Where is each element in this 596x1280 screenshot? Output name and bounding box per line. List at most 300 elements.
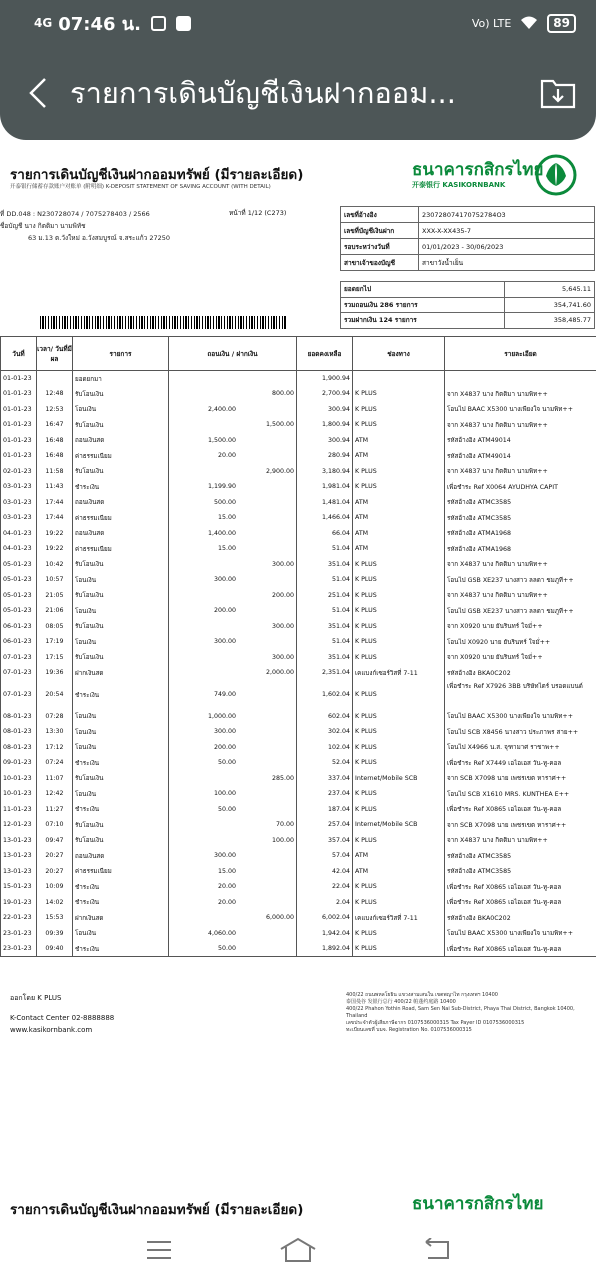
cell-channel: ATM — [353, 495, 445, 511]
cell-amount — [169, 464, 297, 480]
table-row — [1, 448, 596, 464]
cell-description: โอนเงิน — [73, 740, 169, 756]
cell-time: 20:27 — [37, 848, 73, 864]
cell-channel: K PLUS — [353, 603, 445, 619]
cell-description: โอนเงิน — [73, 402, 169, 418]
cell-detail: เพื่อชำระ Ref X0865 เอไอเอส วัน-ทู-คอล — [445, 802, 596, 818]
table-row — [1, 464, 596, 480]
cell-channel: K PLUS — [353, 386, 445, 402]
cell-channel: ATM — [353, 541, 445, 557]
cell-withdraw: 100.00 — [213, 790, 236, 798]
cell-time: 11:43 — [37, 479, 73, 495]
barcode — [40, 316, 286, 329]
table-row — [1, 479, 596, 495]
cell-balance: 300.94 — [297, 433, 353, 449]
cell-balance: 51.04 — [297, 603, 353, 619]
cell-time: 11:27 — [37, 802, 73, 818]
cell-amount — [169, 895, 297, 911]
cell-time: 11:07 — [37, 771, 73, 787]
cell-amount — [169, 541, 297, 557]
cell-time: 17:44 — [37, 510, 73, 526]
info-row — [341, 223, 595, 239]
bank-sub: 开泰银行 KASIKORNBANK — [412, 181, 506, 189]
cell-balance: 2,351.04 — [297, 665, 353, 681]
cell-date: 03-01-23 — [1, 510, 37, 526]
table-row — [1, 864, 596, 880]
summary-row — [341, 297, 595, 313]
cell-date: 05-01-23 — [1, 572, 37, 588]
cell-balance: 187.04 — [297, 802, 353, 818]
cell-withdraw: 50.00 — [217, 805, 236, 813]
cell-detail: โอนไป GSB XE237 นางสาว ลลดา ชมภูที++ — [445, 603, 596, 619]
cell-time: 12:53 — [37, 402, 73, 418]
table-row — [1, 634, 596, 650]
cell-date: 03-01-23 — [1, 495, 37, 511]
cell-amount — [169, 833, 297, 849]
cell-time: 12:42 — [37, 786, 73, 802]
cell-balance: 102.04 — [297, 740, 353, 756]
cell-detail: เพื่อชำระ Ref X7926 3BB บริษัทไตร์ บรอดแบนด์ — [445, 681, 596, 709]
cell-time: 09:47 — [37, 833, 73, 849]
cell-balance: 51.04 — [297, 541, 353, 557]
cell-balance: 1,481.04 — [297, 495, 353, 511]
cell-date: 01-01-23 — [1, 448, 37, 464]
account-info-table — [340, 206, 595, 271]
cell-description: รับโอนเงิน — [73, 833, 169, 849]
info-label: เลขที่บัญชีเงินฝาก — [341, 223, 419, 239]
cell-channel: K PLUS — [353, 417, 445, 433]
table-row — [1, 879, 596, 895]
cell-deposit: 2,000.00 — [265, 669, 294, 677]
cell-date: 06-01-23 — [1, 619, 37, 635]
cell-time: 20:54 — [37, 681, 73, 709]
cell-withdraw: 300.00 — [213, 728, 236, 736]
table-row — [1, 541, 596, 557]
cell-detail: รหัสอ้างอิง ATMA1968 — [445, 541, 596, 557]
navigation-bar — [0, 1220, 596, 1280]
cell-amount — [169, 786, 297, 802]
cell-balance: 2.04 — [297, 895, 353, 911]
cell-channel: K PLUS — [353, 681, 445, 709]
cell-time: 12:48 — [37, 386, 73, 402]
cell-description: รับโอนเงิน — [73, 557, 169, 573]
cell-balance: 1,800.94 — [297, 417, 353, 433]
cell-date: 07-01-23 — [1, 650, 37, 666]
cell-date: 23-01-23 — [1, 941, 37, 957]
cell-channel: K PLUS — [353, 786, 445, 802]
cell-deposit: 800.00 — [271, 390, 294, 398]
cell-time: 19:22 — [37, 541, 73, 557]
cell-amount — [169, 848, 297, 864]
cell-balance: 51.04 — [297, 634, 353, 650]
column-header: เวลา/ วันที่มีผล — [37, 337, 73, 371]
cell-balance: 2,700.94 — [297, 386, 353, 402]
cell-description: ชำระเงิน — [73, 479, 169, 495]
cell-detail: รหัสอ้างอิง BKA0C202 — [445, 665, 596, 681]
cell-channel: K PLUS — [353, 588, 445, 604]
cell-withdraw: 300.00 — [213, 638, 236, 646]
cell-balance: 237.04 — [297, 786, 353, 802]
cell-description: ถอนเงินสด — [73, 495, 169, 511]
cell-date: 04-01-23 — [1, 541, 37, 557]
website: www.kasikornbank.com — [10, 1026, 93, 1034]
cell-balance: 1,981.04 — [297, 479, 353, 495]
recent-apps-button[interactable] — [139, 1235, 179, 1265]
cell-balance: 602.04 — [297, 709, 353, 725]
cell-deposit: 70.00 — [275, 821, 294, 829]
table-row — [1, 510, 596, 526]
home-icon — [279, 1237, 317, 1263]
cell-channel: K PLUS — [353, 879, 445, 895]
cell-channel: K PLUS — [353, 619, 445, 635]
account-line: 63 ม.13 ต.วังใหม่ อ.วังสมบูรณ์ จ.สระแก้ว 27250 — [28, 234, 171, 242]
cell-channel: K PLUS — [353, 557, 445, 573]
info-label: รอบระหว่างวันที่ — [341, 239, 419, 255]
cell-balance: 1,466.04 — [297, 510, 353, 526]
table-row — [1, 572, 596, 588]
cell-time: 10:09 — [37, 879, 73, 895]
table-row — [1, 526, 596, 542]
cell-balance: 351.04 — [297, 557, 353, 573]
cell-time: 09:39 — [37, 926, 73, 942]
cell-balance: 1,602.04 — [297, 681, 353, 709]
cell-date: 10-01-23 — [1, 786, 37, 802]
table-row — [1, 603, 596, 619]
cell-withdraw: 500.00 — [213, 498, 236, 506]
cell-amount — [169, 864, 297, 880]
address-line: 400/22 Phahon Yothin Road, Sam Sen Nai Sub-District, Phaya Thai District, Bangkok 10400, Thailand — [346, 1006, 575, 1019]
table-row — [1, 802, 596, 818]
table-row — [1, 371, 596, 387]
cell-amount — [169, 417, 297, 433]
transactions-table — [0, 336, 596, 957]
cell-description: ฝากเงินสด — [73, 910, 169, 926]
download-folder-icon — [540, 77, 576, 109]
cell-channel: K PLUS — [353, 709, 445, 725]
cell-amount — [169, 634, 297, 650]
table-row — [1, 724, 596, 740]
info-row — [341, 255, 595, 271]
table-row — [1, 833, 596, 849]
cell-description: ถอนเงินสด — [73, 433, 169, 449]
cell-amount — [169, 941, 297, 957]
table-row — [1, 786, 596, 802]
cell-description: รับโอนเงิน — [73, 386, 169, 402]
cell-withdraw: 50.00 — [217, 759, 236, 767]
cell-amount — [169, 433, 297, 449]
cell-description: โอนเงิน — [73, 603, 169, 619]
cell-description: ถอนเงินสด — [73, 526, 169, 542]
cell-date: 07-01-23 — [1, 681, 37, 709]
cell-detail: รหัสอ้างอิง ATMC3585 — [445, 510, 596, 526]
cell-channel: K PLUS — [353, 802, 445, 818]
account-line: ชื่อบัญชี นาง กิตติมา นามพิทัช — [0, 222, 86, 230]
cell-detail: โอนไป GSB XE237 นางสาว ลลดา ชมภูที++ — [445, 572, 596, 588]
address-line: 泰国曼谷 发银行总行 400/22 帕蓬约庭路 10400 — [346, 999, 456, 1005]
cell-detail: จาก X4837 นาง กิตติมา นามพิท++ — [445, 557, 596, 573]
cell-time: 16:48 — [37, 448, 73, 464]
page-title: รายการเดินบัญชีเงินฝากออม... — [70, 76, 456, 110]
cell-description: โอนเงิน — [73, 786, 169, 802]
column-header: รายการ — [73, 337, 169, 371]
cell-detail: เพื่อชำระ Ref X0865 เอไอเอส วัน-ทู-คอล — [445, 941, 596, 957]
cell-detail: โอนไป SCB X1610 MRS. KUNTHEA E++ — [445, 786, 596, 802]
table-row — [1, 681, 596, 709]
cell-channel: เคแบงก์เซอร์วิสที่ 7-11 — [353, 665, 445, 681]
statement-document[interactable] — [0, 140, 596, 1220]
cell-amount — [169, 926, 297, 942]
cell-detail: เพื่อชำระ Ref X7449 เอไอเอส วัน-ทู-คอล — [445, 755, 596, 771]
column-header: ช่องทาง — [353, 337, 445, 371]
cell-description: ชำระเงิน — [73, 895, 169, 911]
cell-time: 17:19 — [37, 634, 73, 650]
cell-time: 17:44 — [37, 495, 73, 511]
cell-amount — [169, 724, 297, 740]
cell-amount — [169, 771, 297, 787]
table-row — [1, 417, 596, 433]
footer-address — [346, 992, 591, 1034]
cell-balance: 302.04 — [297, 724, 353, 740]
cell-date: 13-01-23 — [1, 848, 37, 864]
status-bar — [0, 0, 596, 46]
gallery-notification-icon — [151, 16, 166, 31]
cell-date: 01-01-23 — [1, 371, 37, 387]
info-value: XXX-X-XX435-7 — [419, 223, 595, 239]
cell-date: 19-01-23 — [1, 895, 37, 911]
cell-detail: จาก X4837 นาง กิตติมา นามพิท++ — [445, 588, 596, 604]
cell-date: 09-01-23 — [1, 755, 37, 771]
cell-detail: โอนไป BAAC X5300 นางเพียงใจ นามพิท++ — [445, 926, 596, 942]
cell-description: ชำระเงิน — [73, 802, 169, 818]
table-row — [1, 557, 596, 573]
cell-amount — [169, 479, 297, 495]
cell-detail: จาก X4837 นาง กิตติมา นามพิท++ — [445, 386, 596, 402]
cell-detail: รหัสอ้างอิง ATMC3585 — [445, 864, 596, 880]
cell-detail: รหัสอ้างอิง ATM49014 — [445, 448, 596, 464]
page-number: หน้าที่ 1/12 (C273) — [229, 209, 287, 217]
summary-table — [340, 281, 595, 329]
cell-balance: 1,942.04 — [297, 926, 353, 942]
cell-time: 16:47 — [37, 417, 73, 433]
table-row — [1, 495, 596, 511]
cell-date: 01-01-23 — [1, 433, 37, 449]
issued-by: ออกโดย K PLUS — [10, 994, 62, 1002]
cell-description: โอนเงิน — [73, 634, 169, 650]
cell-channel — [353, 371, 445, 387]
cell-withdraw: 20.00 — [217, 898, 236, 906]
cell-amount — [169, 665, 297, 681]
cell-amount — [169, 526, 297, 542]
cell-detail: โอนไป X0920 นาย ยันรินทร์ ใจมั่++ — [445, 634, 596, 650]
info-row — [341, 207, 595, 223]
table-row — [1, 588, 596, 604]
cell-detail: จาก X0920 นาย ยันรินทร์ ใจมั่++ — [445, 619, 596, 635]
cell-date: 13-01-23 — [1, 864, 37, 880]
cell-channel: K PLUS — [353, 464, 445, 480]
cell-channel: เคแบงก์เซอร์วิสที่ 7-11 — [353, 910, 445, 926]
column-header: ถอนเงิน / ฝากเงิน — [169, 337, 297, 371]
cell-description: ค่าธรรมเนียม — [73, 510, 169, 526]
cell-description: รับโอนเงิน — [73, 771, 169, 787]
cell-balance: 42.04 — [297, 864, 353, 880]
home-button[interactable] — [278, 1235, 318, 1265]
cell-withdraw: 20.00 — [217, 452, 236, 460]
back-button[interactable] — [18, 73, 58, 113]
cell-balance: 357.04 — [297, 833, 353, 849]
page2-bank-name: ธนาคารกสิกรไทย — [412, 1194, 544, 1214]
cell-balance: 351.04 — [297, 650, 353, 666]
cell-time: 07:10 — [37, 817, 73, 833]
page2-title: รายการเดินบัญชีเงินฝากออมทรัพย์ (มีรายละเอียด) — [10, 1202, 304, 1218]
cell-amount — [169, 371, 297, 387]
app-bar — [0, 46, 596, 140]
cell-deposit: 300.00 — [271, 560, 294, 568]
cell-detail: เพื่อชำระ Ref X0865 เอไอเอส วัน-ทู-คอล — [445, 879, 596, 895]
cell-withdraw: 200.00 — [213, 743, 236, 751]
cell-description: ชำระเงิน — [73, 755, 169, 771]
table-row — [1, 755, 596, 771]
table-row — [1, 910, 596, 926]
cell-withdraw: 4,060.00 — [207, 929, 236, 937]
cell-description: รับโอนเงิน — [73, 417, 169, 433]
cell-time: 20:27 — [37, 864, 73, 880]
cell-withdraw: 15.00 — [217, 867, 236, 875]
cell-detail: จาก X4837 นาง กิตติมา นามพิท++ — [445, 417, 596, 433]
cell-channel: K PLUS — [353, 895, 445, 911]
table-row — [1, 386, 596, 402]
cell-amount — [169, 755, 297, 771]
cell-balance: 57.04 — [297, 848, 353, 864]
cell-detail: รหัสอ้างอิง ATM49014 — [445, 433, 596, 449]
back-arrow-icon — [422, 1238, 452, 1262]
info-value: สาขาวังน้ำเย็น — [419, 255, 595, 271]
cell-channel: K PLUS — [353, 833, 445, 849]
table-row — [1, 895, 596, 911]
cell-description: ค่าธรรมเนียม — [73, 541, 169, 557]
cell-deposit: 100.00 — [271, 836, 294, 844]
cell-amount — [169, 619, 297, 635]
menu-icon — [145, 1239, 173, 1261]
cell-date: 08-01-23 — [1, 709, 37, 725]
table-row — [1, 402, 596, 418]
cell-channel: Internet/Mobile SCB — [353, 771, 445, 787]
cell-balance: 51.04 — [297, 572, 353, 588]
kasikornbank-logo-icon — [535, 154, 577, 196]
cell-channel: K PLUS — [353, 755, 445, 771]
cell-description: ฝากเงินสด — [73, 665, 169, 681]
cell-channel: K PLUS — [353, 402, 445, 418]
info-value: 230728074170752784O3 — [419, 207, 595, 223]
wifi-icon — [519, 15, 539, 31]
cell-balance: 66.04 — [297, 526, 353, 542]
table-row — [1, 848, 596, 864]
cell-balance: 6,002.04 — [297, 910, 353, 926]
cell-description: โอนเงิน — [73, 709, 169, 725]
cell-detail: จาก X0920 นาย ยันรินทร์ ใจมั่++ — [445, 650, 596, 666]
cell-date: 01-01-23 — [1, 402, 37, 418]
back-nav-button[interactable] — [417, 1235, 457, 1265]
cell-balance: 52.04 — [297, 755, 353, 771]
cell-date: 05-01-23 — [1, 603, 37, 619]
cell-date: 15-01-23 — [1, 879, 37, 895]
cell-channel: K PLUS — [353, 479, 445, 495]
cell-deposit: 200.00 — [271, 591, 294, 599]
info-value: 01/01/2023 - 30/06/2023 — [419, 239, 595, 255]
cell-date: 12-01-23 — [1, 817, 37, 833]
cell-description: ชำระเงิน — [73, 941, 169, 957]
cell-description: ค่าธรรมเนียม — [73, 448, 169, 464]
cell-balance: 300.94 — [297, 402, 353, 418]
summary-row — [341, 282, 595, 298]
cell-withdraw: 1,199.90 — [207, 483, 236, 491]
cell-withdraw: 1,000.00 — [207, 712, 236, 720]
table-row — [1, 665, 596, 681]
cell-date: 13-01-23 — [1, 833, 37, 849]
download-button[interactable] — [538, 73, 578, 113]
cell-description: ชำระเงิน — [73, 681, 169, 709]
cell-withdraw: 15.00 — [217, 545, 236, 553]
table-row — [1, 941, 596, 957]
cell-withdraw: 50.00 — [217, 945, 236, 952]
contact-center: K-Contact Center 02-8888888 — [10, 1014, 115, 1022]
cell-detail: เพื่อชำระ Ref X0865 เอไอเอส วัน-ทู-คอล — [445, 895, 596, 911]
cell-channel: K PLUS — [353, 941, 445, 957]
cell-date: 05-01-23 — [1, 557, 37, 573]
volte-icon: Vo) LTE — [471, 16, 512, 30]
summary-label: รวมถอนเงิน 286 รายการ — [341, 297, 505, 313]
cell-withdraw: 20.00 — [217, 883, 236, 891]
cell-withdraw: 15.00 — [217, 514, 236, 522]
cell-balance: 22.04 — [297, 879, 353, 895]
cell-channel: K PLUS — [353, 926, 445, 942]
cell-balance: 1,900.94 — [297, 371, 353, 387]
cell-amount — [169, 910, 297, 926]
cell-detail: จาก SCB X7098 นาย เพชรเขต หาราศ++ — [445, 771, 596, 787]
column-header: รายละเอียด — [445, 337, 596, 371]
cell-withdraw: 2,400.00 — [207, 405, 236, 413]
cell-time: 16:48 — [37, 433, 73, 449]
account-holder-info — [0, 208, 170, 244]
cell-time: 17:12 — [37, 740, 73, 756]
statement-subtitle: 开泰银行储蓄存款账户对账单 (附明细) K-DEPOSIT STATEMENT OF SAVING ACCOUNT (WITH DETAIL) — [10, 184, 271, 190]
cell-deposit: 2,900.00 — [265, 467, 294, 475]
cell-amount — [169, 588, 297, 604]
cell-description: โอนเงิน — [73, 926, 169, 942]
table-row — [1, 709, 596, 725]
cell-detail: โอนไป BAAC X5300 นางเพียงใจ นามพิท++ — [445, 402, 596, 418]
cell-date: 04-01-23 — [1, 526, 37, 542]
cell-amount — [169, 402, 297, 418]
chevron-left-icon — [27, 76, 49, 110]
signal-icon: 4G — [34, 16, 53, 30]
cell-time: 19:22 — [37, 526, 73, 542]
cell-detail: รหัสอ้างอิง BKA0C202 — [445, 910, 596, 926]
summary-row — [341, 313, 595, 329]
cell-channel: K PLUS — [353, 634, 445, 650]
cell-channel: K PLUS — [353, 572, 445, 588]
address-line: 400/22 ถนนพหลโยธิน แขวงสามเสนใน เขตพญาไท กรุงเทพฯ 10400 — [346, 992, 498, 998]
cell-detail: โอนไป BAAC X5300 นางเพียงใจ นามพิท++ — [445, 709, 596, 725]
cell-description: รับโอนเงิน — [73, 817, 169, 833]
cell-deposit: 1,500.00 — [265, 421, 294, 429]
table-row — [1, 619, 596, 635]
cell-deposit: 6,000.00 — [265, 914, 294, 922]
bank-name: ธนาคารกสิกรไทย — [412, 160, 544, 180]
cell-description: ค่าธรรมเนียม — [73, 864, 169, 880]
cell-time: 17:15 — [37, 650, 73, 666]
cell-detail: รหัสอ้างอิง ATMA1968 — [445, 526, 596, 542]
cell-time — [37, 371, 73, 387]
